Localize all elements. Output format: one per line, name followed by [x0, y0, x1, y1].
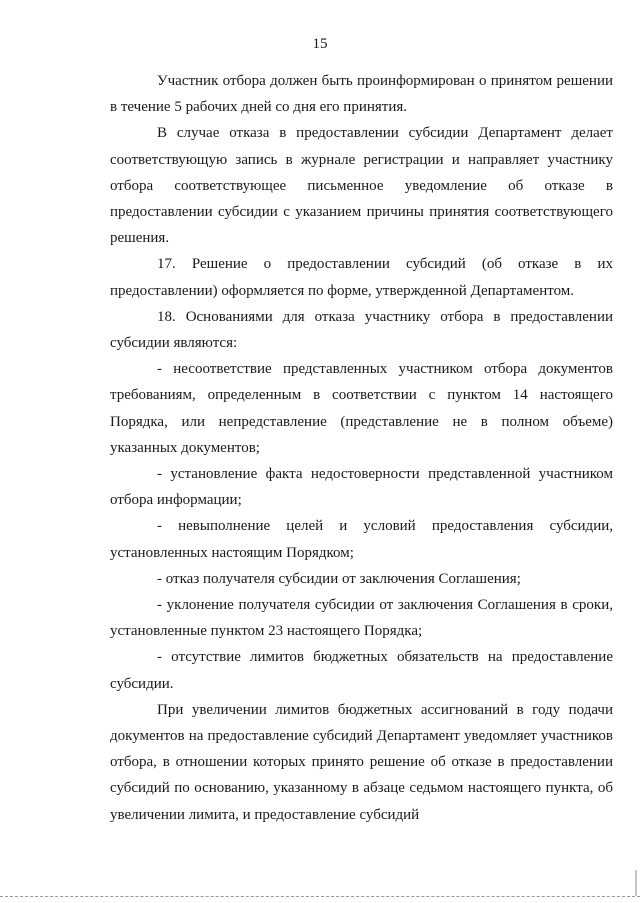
- document-body: [110, 68, 613, 828]
- scan-edge-mark: [635, 870, 637, 896]
- paragraph-limit-increase: При увеличении лимитов бюджетных ассигнований в году подачи документов на предоставление субсидий Департамент уведомляет участников отбора, в отношении которых принято решение об отказе в предоставлении субсидий по основанию, указанному в абзаце седьмом настоящего пункта, об увеличении лимита, и предоставление субсидий: [110, 701, 613, 823]
- paragraph-notification-term: Участник отбора должен быть проинформирован о принятом решении в течение 5 рабочих дней со дня его принятия.: [110, 73, 613, 116]
- list-item-agreement-evasion: - уклонение получателя субсидии от заключения Соглашения в сроки, установленные пунктом 23 настоящего Порядка;: [110, 597, 613, 640]
- list-item-goals-not-met: - невыполнение целей и условий предоставления субсидии, установленных настоящим Порядком;: [110, 518, 613, 561]
- paragraph-refusal-record: В случае отказа в предоставлении субсидии Департамент делает соответствующую запись в журнале регистрации и направляет участнику отбора соответствующее письменное уведомление об отказе в предоставлении субсидии с указанием причины принятия соответствующего решения.: [110, 125, 613, 247]
- page-bottom-edge: [0, 896, 640, 898]
- list-item-false-information: - установление факта недостоверности представленной участником отбора информации;: [110, 466, 613, 509]
- paragraph-18-refusal-grounds: 18. Основаниями для отказа участнику отбора в предоставлении субсидии являются:: [110, 308, 613, 352]
- list-item-documents-mismatch: - несоответствие представленных участником отбора документов требованиям, определенным в соответствии с пунктом 14 настоящего Порядка, или непредставление (представление не в полном объеме) указанных документов;: [110, 361, 613, 456]
- paragraph-17-decision-form: 17. Решение о предоставлении субсидий (об отказе в их предоставлении) оформляется по форме, утвержденной Департаментом.: [110, 256, 613, 299]
- page-number: 15: [312, 36, 328, 52]
- list-item-no-limits: - отсутствие лимитов бюджетных обязательств на предоставление субсидии.: [110, 649, 613, 692]
- list-item-agreement-refusal: - отказ получателя субсидии от заключения Соглашения;: [157, 570, 521, 587]
